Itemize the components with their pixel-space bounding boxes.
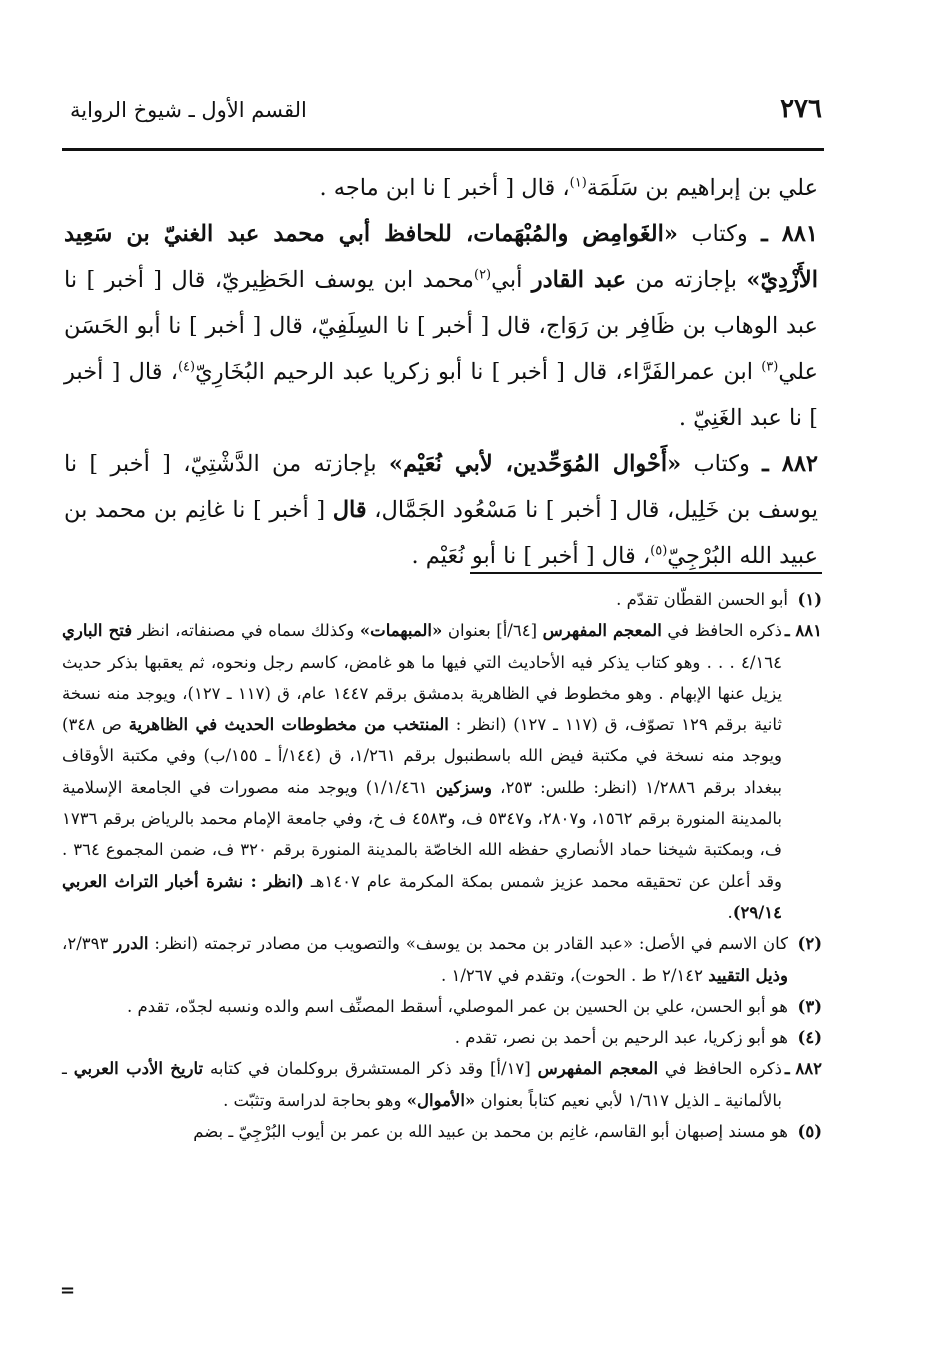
footnote-2-b2: وذيل التقييد [708, 965, 788, 985]
page-number: ٢٧٦ [780, 94, 822, 124]
footnote-4 [62, 1022, 822, 1053]
footnote-3 [62, 991, 822, 1022]
footnote-881-t3: وكذلك سماه في مصنفاته، انظر [137, 621, 355, 641]
footnote-881-marker: ٨٨١ ـ [784, 621, 822, 641]
main-text [64, 165, 818, 579]
entry-881-text5: ، قال [ أخبر ] نا عبد الغَنِيّ . [64, 359, 818, 431]
continuation-mark: = [60, 1280, 76, 1301]
footnote-ref-3[interactable]: (٣) [761, 359, 779, 375]
entry-882 [64, 441, 818, 579]
footnote-881-t1: ذكره الحافظ في [667, 621, 783, 641]
footnote-4-text: هو أبو زكريا، عبد الرحيم بن أحمد بن نصر، تقدم . [454, 1028, 788, 1048]
footnote-2-t2: ٢/٣٩٣، [62, 934, 109, 954]
footnote-882 [62, 1053, 822, 1116]
footnote-ref-4[interactable]: (٤) [177, 359, 196, 375]
entry-number-882: ٨٨٢ ـ [762, 451, 818, 477]
entry-881-lead: وكتاب [691, 221, 748, 247]
footnote-881 [62, 615, 822, 928]
entry-882-lead: وكتاب [693, 451, 750, 477]
running-title: القسم الأول ـ شيوخ الرواية [70, 98, 307, 122]
footnote-5 [62, 1116, 822, 1147]
footnote-1 [62, 584, 822, 615]
footnote-2 [62, 928, 822, 991]
entry-882-title: «أَحْوال المُوَحِّدين، لأبي نُعَيْم» [388, 451, 682, 477]
footnote-3-marker: (٣) [797, 996, 822, 1016]
entry-882-bold-qal: قال [332, 497, 367, 523]
entry-882-text3: ، قال [ أخبر ] نا أبو نُعَيْم . [411, 543, 651, 569]
footnote-5-text: هو مسند إصبهان أبو القاسم، غانِم بن محمد بن عبيد الله بن عمر بن أيوب البُرْجِيّ ـ بضم [193, 1122, 788, 1142]
footnote-881-b2: «المبهمات» [359, 621, 443, 641]
footnote-rule [470, 572, 822, 574]
footnote-2-marker: (٢) [797, 934, 822, 954]
footnote-882-b2: تاريخ الأدب العربي [73, 1059, 204, 1079]
footnote-1-marker: (١) [797, 590, 822, 609]
footnote-881-b1: المعجم المفهرس [542, 621, 662, 641]
footnote-882-t2: [١٧/أ] وقد ذكر المستشرق بروكلمان في كتابه [209, 1059, 531, 1079]
footnote-881-t6: ١/١/٤٦١) ويوجد منه مصورات في الجامعة الإسلامية بالمدينة المنورة برقم ١٥٦٢، و٢٨٠٧، و٥٣٤٧ ف، و٤٥٨٣ ف خ، وفي جامعة الإمام محمد بالرياض برقم ١٧٣٦ ف، وبمكتبة شيخنا حماد الأنصاري حفظه الله الخاصّة بالمدينة المنورة برقم ٣٢٠ ف، ضمن المجموع ٣٦٤ . وقد أعلن عن تحقيقه محمد عزيز شمس بمكة المكرمة عام ١٤٠٧هـ [62, 777, 782, 891]
footnote-5-marker: (٥) [797, 1122, 822, 1142]
footnotes [62, 584, 822, 1147]
footnote-882-b1: المعجم المفهرس [537, 1059, 659, 1079]
page-header [62, 92, 822, 142]
entry-881-text4: ابن عمرالفَرَّاء، قال [ أخبر ] نا أبو زكريا عبد الرحيم البُخَارِيّ [195, 359, 754, 385]
footnote-2-t1: كان الاسم في الأصل: «عبد القادر بن محمد بن يوسف» والتصويب من مصادر ترجمته (انظر: [154, 934, 789, 954]
footnote-881-t7: . [727, 902, 733, 922]
entry-881-name1: عبد القادر [531, 267, 627, 293]
footnote-ref-5[interactable]: (٥) [650, 543, 668, 559]
footnote-2-b1: الدرر [114, 934, 149, 954]
header-rule [62, 148, 824, 151]
intro-line [64, 165, 818, 211]
footnote-1-text: أبو الحسن القطّان تقدّم . [616, 590, 788, 609]
footnote-4-marker: (٤) [797, 1028, 822, 1048]
entry-881-text2: أبي [491, 267, 523, 293]
footnote-882-b3: «الأموال» [406, 1090, 476, 1110]
intro-line-part1: علي بن إبراهيم بن سَلَمَة [586, 175, 818, 201]
entry-number-881: ٨٨١ ـ [761, 221, 818, 247]
footnote-881-t4: ٤/١٦٤ . . . وهو كتاب يذكر فيه الأحاديث التي فيها ما هو غامض، كاسم رجل ونحوه، ثم يعقبها بذكر حديث يزيل عنها الإبهام . وهو مخطوط في الظاهرية بدمشق برقم ١٤٤٧ عام، ق (١١٧ ـ ١٢٧)، ويوجد منه نسخة ثانية برقم ١٢٩ تصوّف، ق (١١٧ ـ ١٢٧) (انظر : [62, 652, 783, 735]
footnote-881-t5: ص ٣٤٨) ويوجد منه نسخة في مكتبة فيض الله باسطنبول برقم ١/٢٦١، ق (١٤٤/أ ـ ١٥٥/ب) وفي مكتبة الأوقاف ببغداد برقم ١/٢٨٨٦ (انظر: طلس: ٢٥٣، [62, 715, 783, 797]
entry-882-text1: بإجازته من الدَّشْتِيّ، [ أخبر ] نا يوسف بن خَلِيل، قال [ أخبر ] نا مَسْعُود الجَمَّال، [64, 451, 818, 523]
footnote-882-t3: ـ بالألمانية ـ الذيل ١/٦١٧ لأبي نعيم كتاباً بعنوان [62, 1059, 782, 1110]
entry-882-text2: [ أخبر ] نا غانِم بن محمد بن عبيد الله البُرْجِيّ [64, 497, 818, 569]
footnote-881-b5: وسزكين [435, 777, 493, 797]
footnote-2-t3: ٢/١٤٢ ط . الحوت)، وتقدم في ١/٢٦٧ . [441, 965, 704, 985]
footnote-882-marker: ٨٨٢ ـ [784, 1059, 822, 1079]
entry-881-title: «الغَوامِض والمُبْهَمات، للحافظ أبي محمد عبد الغنيّ بن سَعِيد الأَزْدِيّ» [64, 221, 819, 293]
entry-881-text1: بإجازته من [635, 267, 738, 293]
footnote-ref-2[interactable]: (٢) [473, 267, 492, 283]
footnote-881-b4: المنتخب من مخطوطات الحديث في الظاهرية [128, 715, 449, 735]
footnote-882-t4: وهو بحاجة لدراسة وتثبّت . [223, 1090, 402, 1110]
intro-line-part2: ، قال [ أخبر ] نا ابن ماجه . [319, 175, 570, 201]
footnote-881-b6: (انظر : نشرة أخبار التراث العربي ٢٩/١٤) [62, 871, 782, 922]
footnote-881-t2: [٦٤/أ] بعنوان [447, 621, 538, 641]
footnote-882-t1: ذكره الحافظ في [664, 1059, 783, 1079]
footnote-ref-1[interactable]: (١) [569, 175, 587, 191]
entry-881 [64, 211, 818, 441]
entry-881-text3: محمد ابن يوسف الحَظِيريّ، قال [ أخبر ] نا عبد الوهاب بن ظَافِر بن رَوَاج، قال [ أخبر ] نا السِلَفِيّ، قال [ أخبر ] نا أبو الحَسَن علي [64, 267, 818, 385]
footnote-881-b3: فتح الباري [62, 621, 133, 641]
footnote-3-text: هو أبو الحسن، علي بن الحسين بن عمر الموصلي، أسقط المصنِّف اسم والده ونسبه لجدّه، تقدم . [127, 996, 788, 1016]
